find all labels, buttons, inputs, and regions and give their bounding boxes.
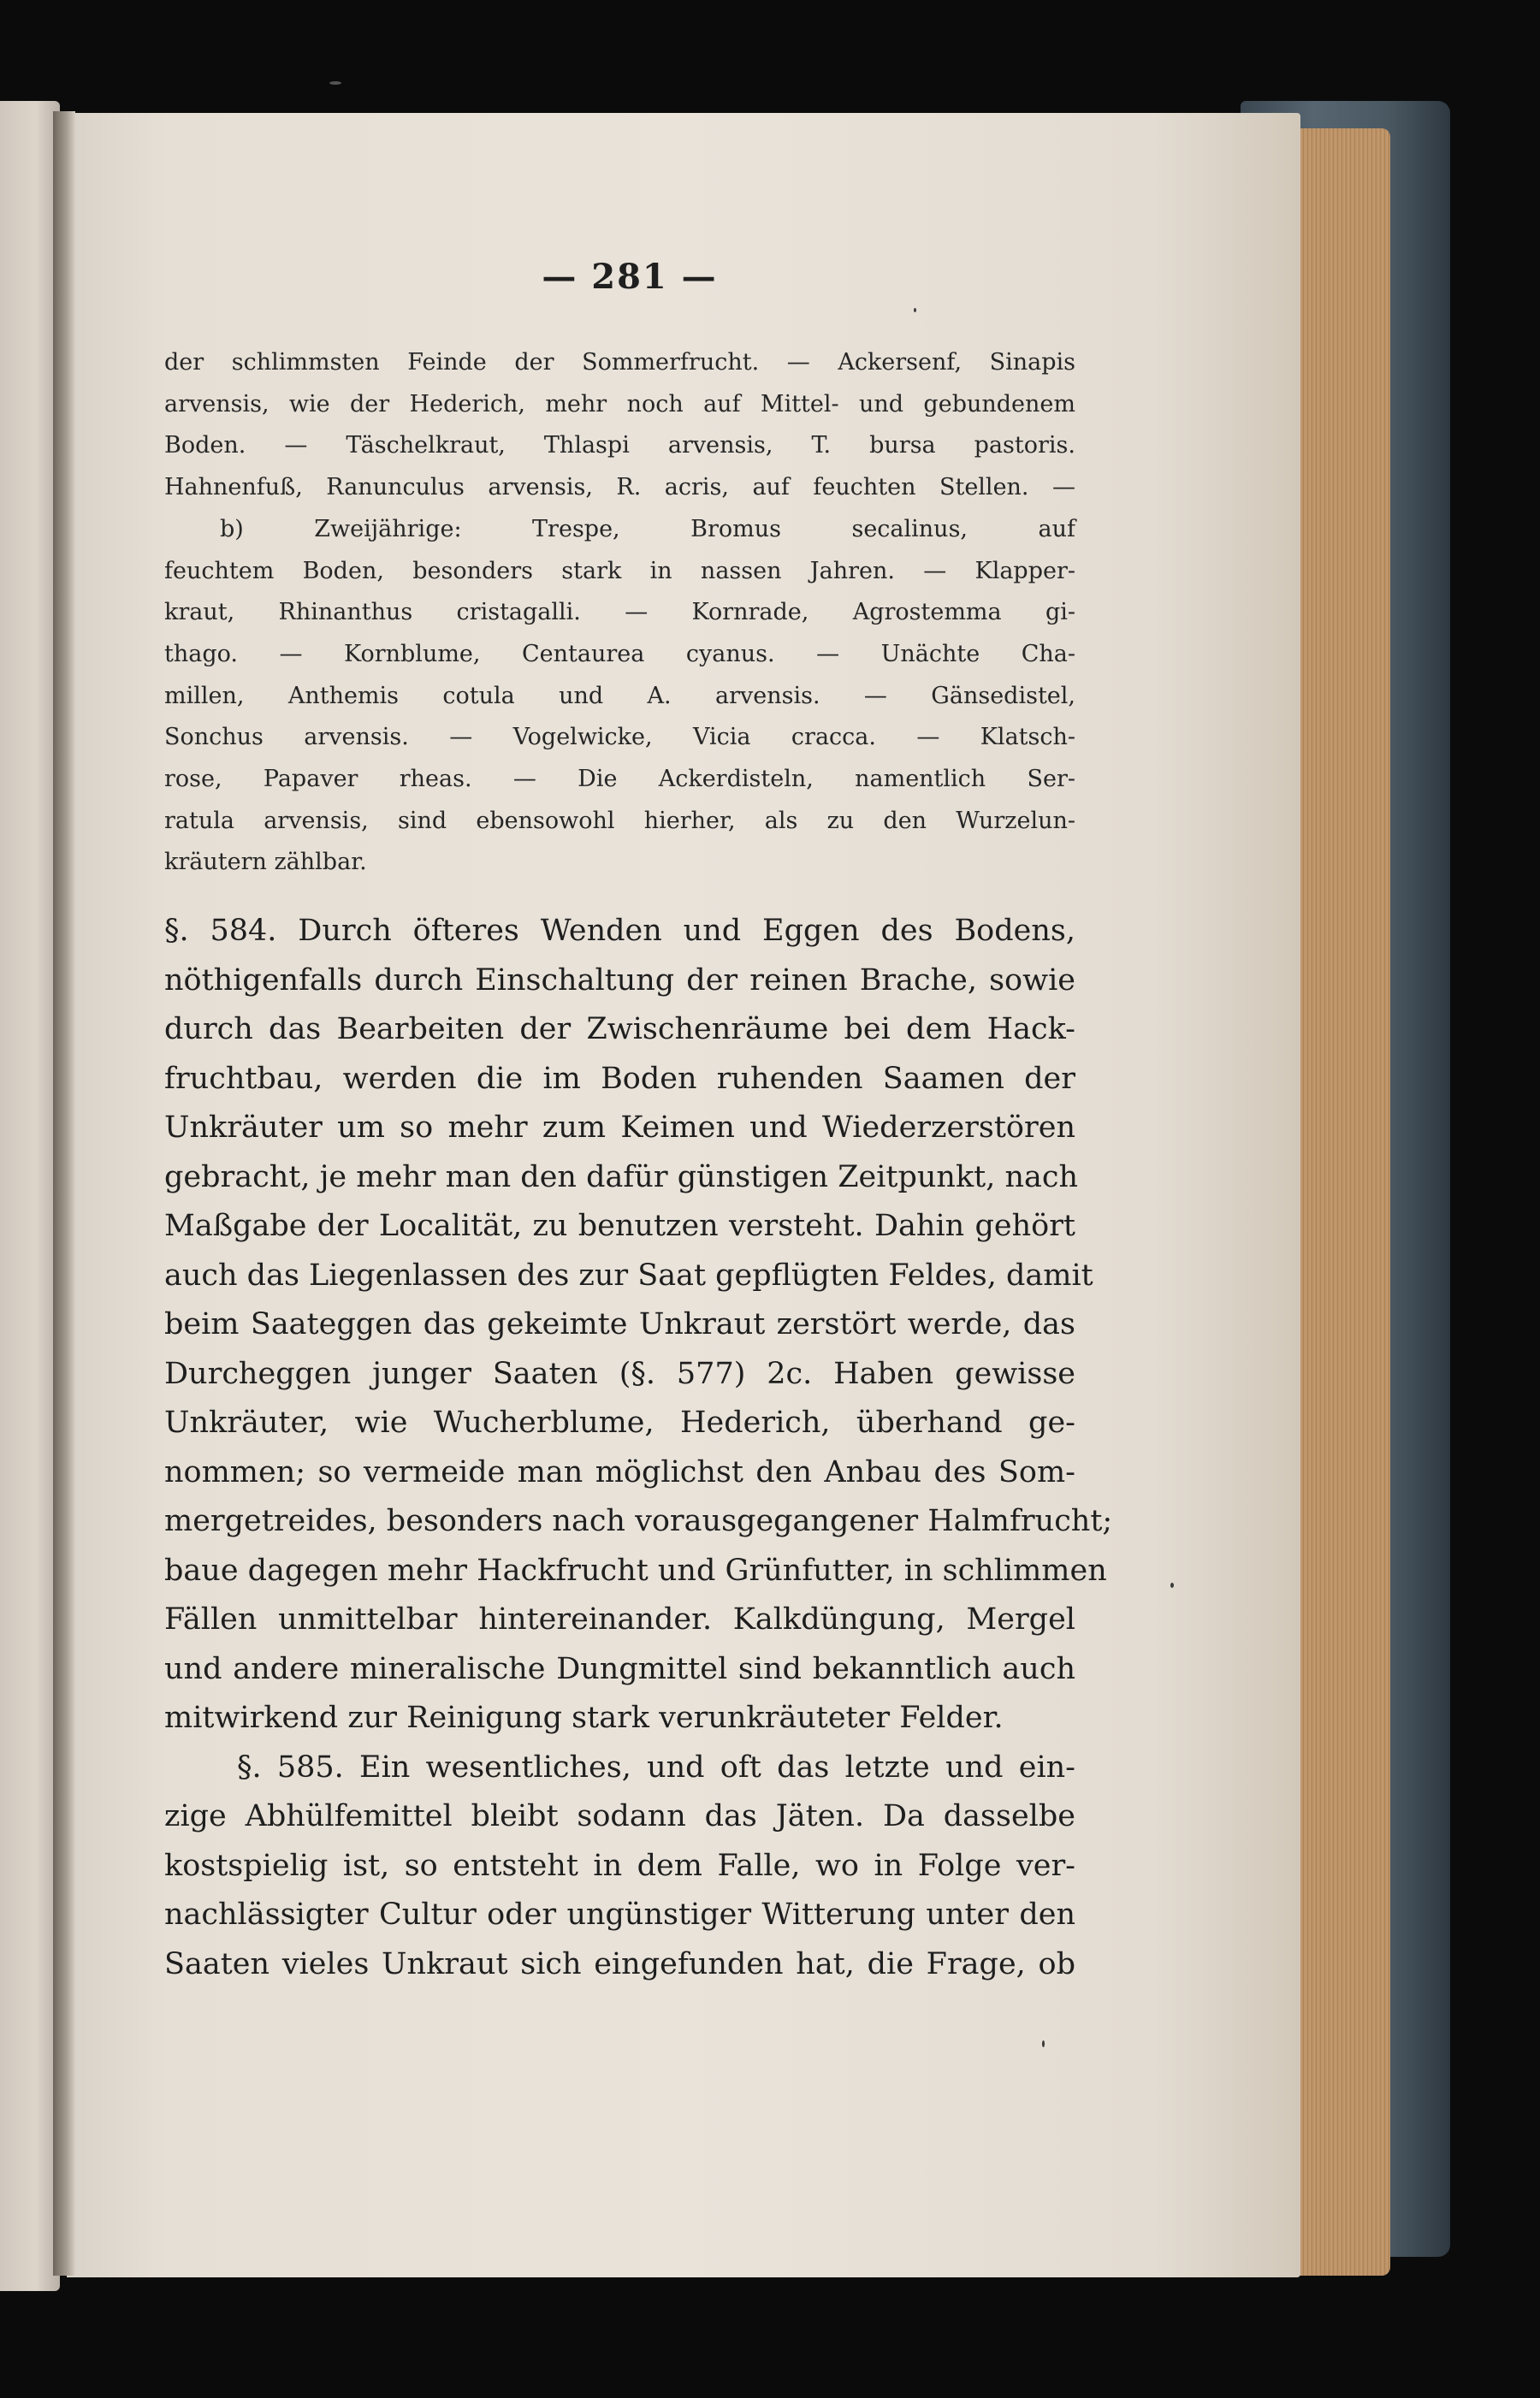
text-line: thago. — Kornblume, Centaurea cyanus. — Unächte Cha-: [164, 640, 1075, 667]
text-line: kräutern zählbar.: [164, 849, 367, 876]
text-line: Unkräuter, wie Wucherblume, Hederich, überhand ge-: [164, 1406, 1075, 1440]
paper-speck: [329, 81, 341, 85]
text-line: rose, Papaver rheas. — Die Ackerdisteln, namentlich Ser-: [164, 766, 1075, 793]
text-line: kostspielig ist, so entsteht in dem Falle, wo in Folge ver-: [164, 1848, 1075, 1883]
text-line: Saaten vieles Unkraut sich eingefunden hat, die Frage, ob: [164, 1946, 1075, 1981]
paper-speck: [1042, 2040, 1045, 2047]
text-line: Durcheggen junger Saaten (§. 577) 2c. Haben gewisse: [164, 1356, 1075, 1391]
text-line: millen, Anthemis cotula und A. arvensis. — Gänsedistel,: [164, 682, 1075, 709]
page-number-header: — 281 —: [542, 257, 718, 297]
text-line: Sonchus arvensis. — Vogelwicke, Vicia cracca. — Klatsch-: [164, 724, 1075, 751]
text-line: fruchtbau, werden die im Boden ruhenden Saamen der: [164, 1061, 1075, 1096]
text-line: nommen; so vermeide man möglichst den Anbau des Som-: [164, 1454, 1075, 1489]
text-line: §. 585. Ein wesentliches, und oft das letzte und ein-: [237, 1750, 1075, 1785]
text-line: §. 584. Durch öfteres Wenden und Eggen des Bodens,: [164, 914, 1075, 948]
text-line: Maßgabe der Localität, zu benutzen versteht. Dahin gehört: [164, 1209, 1075, 1243]
paper-speck: [1170, 1583, 1174, 1588]
text-line: der schlimmsten Feinde der Sommerfrucht. — Ackersenf, Sinapis: [164, 349, 1075, 376]
text-line: zige Abhülfemittel bleibt sodann das Jäten. Da dasselbe: [164, 1799, 1075, 1833]
weed-list-small-print: [164, 342, 1075, 884]
text-line: arvensis, wie der Hederich, mehr noch auf Mittel- und gebundenem: [164, 390, 1075, 417]
text-line: mergetreides, besonders nach vorausgegangener Halmfrucht;: [164, 1504, 1113, 1538]
text-line: ratula arvensis, sind ebensowohl hierher, als zu den Wurzelun-: [164, 807, 1075, 834]
text-line: Fällen unmittelbar hintereinander. Kalkdüngung, Mergel: [164, 1602, 1075, 1637]
text-line: kraut, Rhinanthus cristagalli. — Kornrade, Agrostemma gi-: [164, 599, 1075, 626]
page-gutter: [53, 111, 75, 2276]
text-line: baue dagegen mehr Hackfrucht und Grünfutter, in schlimmen: [164, 1553, 1107, 1588]
text-line: Unkräuter um so mehr zum Keimen und Wiederzerstören: [164, 1110, 1075, 1145]
body-text: [164, 907, 1113, 1989]
text-line: nöthigenfalls durch Einschaltung der reinen Brache, sowie: [164, 962, 1075, 998]
text-line: b) Zweijährige: Trespe, Bromus secalinus, auf: [220, 515, 1075, 542]
text-line: beim Saateggen das gekeimte Unkraut zerstört werde, das: [164, 1307, 1075, 1341]
text-line: Hahnenfuß, Ranunculus arvensis, R. acris, auf feuchten Stellen. —: [164, 474, 1075, 501]
text-line: und andere mineralische Dungmittel sind bekanntlich auch: [164, 1651, 1075, 1686]
text-line: gebracht, je mehr man den dafür günstigen Zeitpunkt, nach: [164, 1159, 1079, 1194]
text-line: durch das Bearbeiten der Zwischenräume bei dem Hack-: [164, 1012, 1075, 1046]
text-line: Boden. — Täschelkraut, Thlaspi arvensis, T. bursa pastoris.: [164, 432, 1075, 459]
left-facing-page: [0, 101, 60, 2291]
text-line: auch das Liegenlassen des zur Saat gepflügten Feldes, damit: [164, 1258, 1093, 1293]
page-edges: [1292, 128, 1390, 2276]
text-line: nachlässigter Cultur oder ungünstiger Witterung unter den: [164, 1898, 1075, 1932]
text-line: feuchtem Boden, besonders stark in nassen Jahren. — Klapper-: [164, 557, 1075, 584]
paper-speck: [914, 308, 916, 312]
text-line: mitwirkend zur Reinigung stark verunkräuteter Felder.: [164, 1701, 1004, 1735]
